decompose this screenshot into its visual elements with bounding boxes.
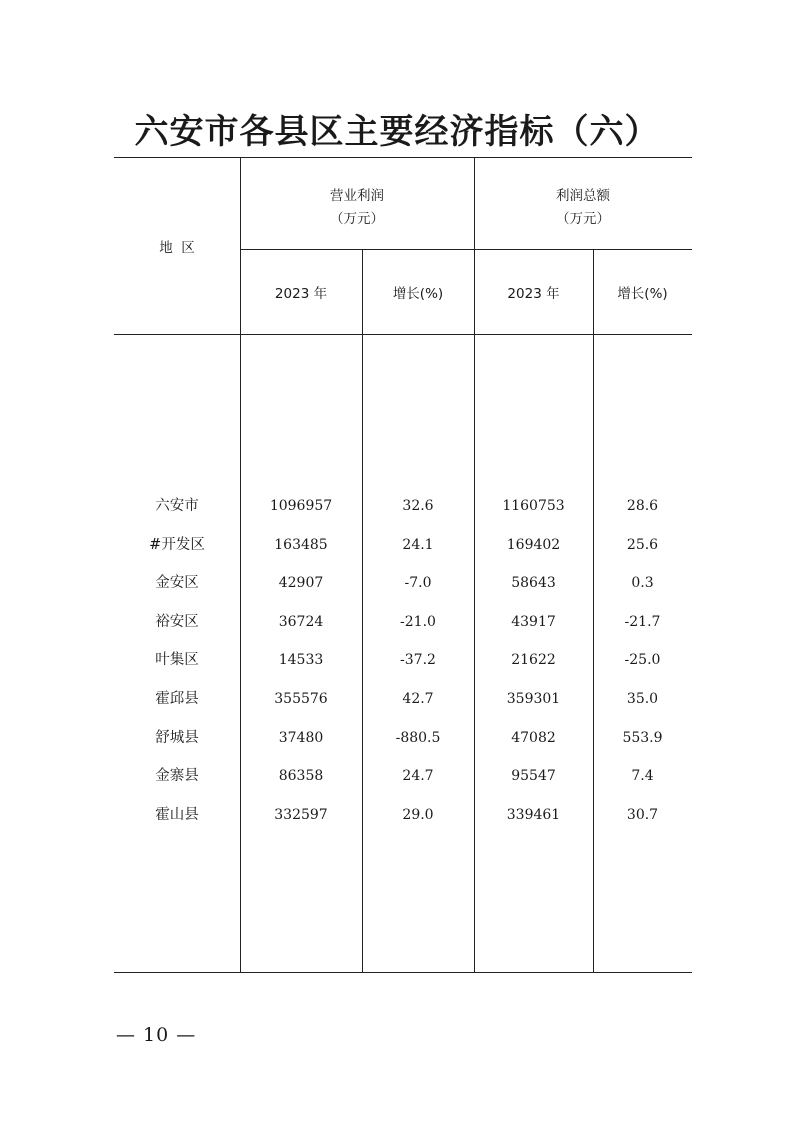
total-profit-value: 43917 xyxy=(511,613,556,630)
total-growth-value: 30.7 xyxy=(626,806,659,823)
total-profit-value: 339461 xyxy=(506,806,561,823)
group-total-profit-name: 利润总额 xyxy=(556,188,610,204)
region-name: 裕安区 xyxy=(155,613,199,630)
op-profit-value: 14533 xyxy=(278,652,324,669)
table-row xyxy=(114,805,692,844)
table-body xyxy=(114,496,692,843)
group-operating-profit-unit: （万元） xyxy=(330,211,384,227)
op-growth-value: -37.2 xyxy=(400,652,436,669)
region-name: 叶集区 xyxy=(155,652,199,669)
op-profit-value: 1096957 xyxy=(269,498,333,514)
region-name: 霍邱县 xyxy=(155,690,199,707)
total-growth-value: 35.0 xyxy=(626,690,659,707)
table-row xyxy=(114,650,692,689)
op-growth-header: 增长(%) xyxy=(392,286,444,302)
region-name: 金安区 xyxy=(155,575,199,592)
header-group-rule xyxy=(240,249,692,250)
header-bottom-rule xyxy=(114,334,692,335)
op-growth-value: 29.0 xyxy=(402,806,434,823)
table-top-rule xyxy=(114,157,692,158)
op-growth-value: -7.0 xyxy=(404,575,432,592)
table-row xyxy=(114,573,692,612)
total-growth-value: 553.9 xyxy=(622,729,663,746)
op-growth-value: 42.7 xyxy=(402,690,434,707)
region-name: 舒城县 xyxy=(155,729,199,746)
total-year-header: 2023 年 xyxy=(507,286,560,302)
op-growth-value: 24.7 xyxy=(402,768,434,785)
table-row xyxy=(114,728,692,767)
total-growth-value: 0.3 xyxy=(631,575,654,592)
op-profit-value: 163485 xyxy=(274,536,328,553)
group-total-profit-unit: （万元） xyxy=(556,211,610,227)
region-header: 地 区 xyxy=(159,240,195,256)
op-profit-value: 332597 xyxy=(274,806,328,823)
total-growth-value: -25.0 xyxy=(624,652,661,669)
table-row xyxy=(114,612,692,651)
total-profit-value: 95547 xyxy=(511,768,556,785)
op-growth-value: -880.5 xyxy=(395,729,441,746)
table-row xyxy=(114,496,692,535)
op-profit-value: 42907 xyxy=(278,575,324,592)
op-profit-value: 86358 xyxy=(278,768,324,785)
total-profit-value: 21622 xyxy=(511,652,556,669)
op-year-header: 2023 年 xyxy=(274,286,328,302)
group-total-profit-header xyxy=(474,186,692,229)
total-growth-value: 7.4 xyxy=(631,768,654,785)
table-row xyxy=(114,766,692,805)
op-growth-value: 24.1 xyxy=(402,536,434,553)
op-profit-value: 355576 xyxy=(274,690,328,707)
table-row xyxy=(114,689,692,728)
op-growth-value: -21.0 xyxy=(400,613,436,630)
page-title: 六安市各县区主要经济指标（六） xyxy=(134,112,660,152)
total-profit-value: 47082 xyxy=(511,729,556,746)
table-row xyxy=(114,535,692,574)
total-growth-value: 28.6 xyxy=(626,498,659,514)
total-profit-value: 1160753 xyxy=(502,498,565,514)
total-profit-value: 359301 xyxy=(506,690,561,707)
total-growth-value: 25.6 xyxy=(626,536,659,553)
group-operating-profit-header xyxy=(240,186,474,229)
op-profit-value: 37480 xyxy=(278,729,324,746)
region-name: 霍山县 xyxy=(155,806,199,823)
table-bottom-rule xyxy=(114,972,692,973)
total-profit-value: 58643 xyxy=(511,575,556,592)
region-name: #开发区 xyxy=(149,536,205,553)
total-growth-header: 增长(%) xyxy=(617,286,668,302)
page-number: — 10 — xyxy=(116,1024,197,1046)
region-name: 六安市 xyxy=(155,498,199,514)
region-name: 金寨县 xyxy=(155,768,199,785)
total-profit-value: 169402 xyxy=(506,536,561,553)
op-profit-value: 36724 xyxy=(278,613,324,630)
op-growth-value: 32.6 xyxy=(402,498,434,514)
group-operating-profit-name: 营业利润 xyxy=(330,188,384,204)
total-growth-value: -21.7 xyxy=(624,613,661,630)
